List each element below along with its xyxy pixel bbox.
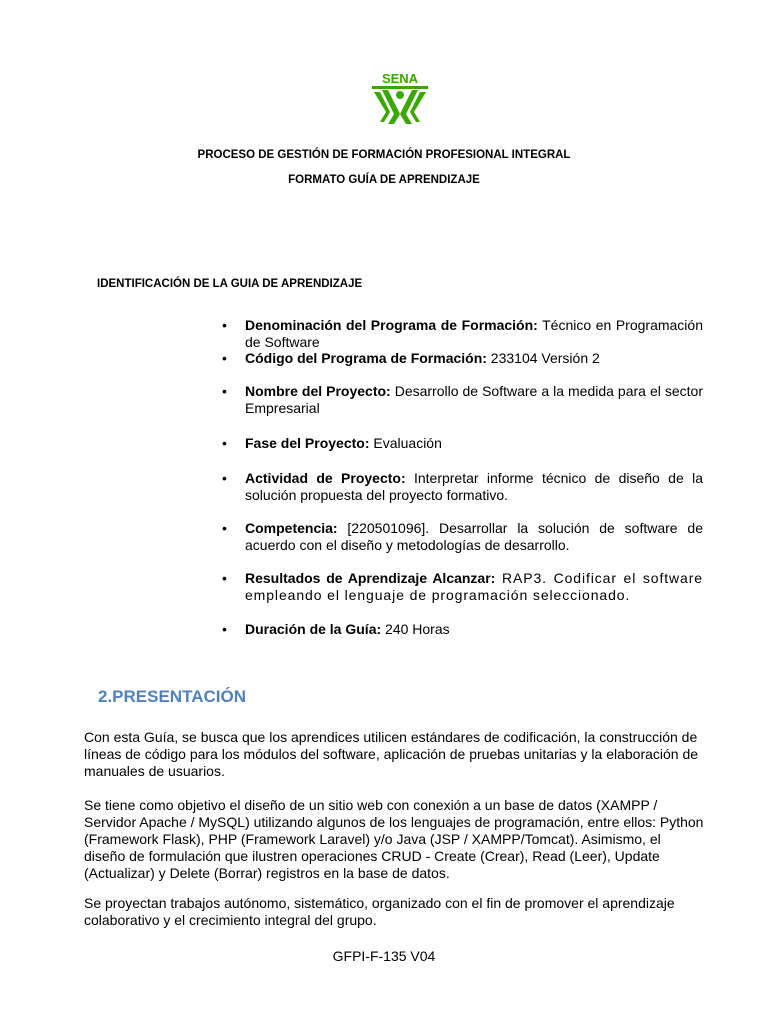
presentation-paragraph-3: Se proyectan trabajos autónomo, sistemático, organizado con el fin de promover el aprendizaje colaborativo y el crecimiento integral del grupo.	[84, 895, 675, 928]
item-value: Técnico en Programación de Software	[245, 317, 703, 350]
document-process-title: PROCESO DE GESTIÓN DE FORMACIÓN PROFESIONAL INTEGRAL	[197, 149, 571, 161]
document-format-title: FORMATO GUÍA DE APRENDIZAJE	[288, 174, 480, 186]
item-label: Código del Programa de Formación:	[245, 350, 487, 366]
item-label: Competencia:	[245, 520, 338, 536]
item-value: Evaluación	[369, 435, 442, 451]
list-item	[245, 435, 703, 452]
document-code-footer: GFPI-F-135 V04	[332, 948, 436, 964]
sena-logo-icon	[368, 70, 432, 126]
list-item	[245, 317, 703, 351]
list-item	[245, 383, 703, 417]
identification-heading: IDENTIFICACIÓN DE LA GUIA DE APRENDIZAJE	[97, 278, 363, 290]
item-label: Resultados de Aprendizaje Alcanzar:	[245, 570, 496, 586]
item-label: Duración de la Guía:	[245, 621, 382, 637]
item-value: Desarrollo de Software a la medida para el sector Empresarial	[245, 383, 703, 416]
item-label: Fase del Proyecto:	[245, 435, 370, 451]
item-label: Denominación del Programa de Formación:	[245, 317, 538, 333]
svg-text:SENA: SENA	[381, 71, 419, 86]
presentation-paragraph-1: Con esta Guía, se busca que los aprendices utilicen estándares de codificación, la construcción de líneas de código para los módulos del software, aplicación de pruebas unitarias y la elaboración de manuales de usuarios.	[84, 729, 699, 779]
list-item	[245, 520, 703, 554]
item-value: 233104 Versión 2	[486, 350, 600, 366]
presentation-paragraph-2: Se tiene como objetivo el diseño de un sitio web con conexión a un base de datos (XAMPP / Servidor Apache / MySQL) utilizando algunos de los lenguajes de programación, entre ellos: Python (Framework Flask), PHP (Framework Laravel) y/o Java (JSP / XAMPP/Tomcat). Asimismo, el diseño de formulación que ilustren operaciones CRUD - Create (Crear), Read (Leer), Update (Actualizar) y Delete (Borrar) registros en la base de datos.	[84, 797, 704, 881]
list-item	[245, 570, 703, 604]
item-value: Interpretar informe técnico de diseño de la solución propuesta del proyecto formativo.	[245, 470, 703, 503]
presentation-heading: 2.PRESENTACIÓN	[98, 687, 246, 706]
item-label: Nombre del Proyecto:	[245, 383, 391, 399]
list-item	[245, 350, 703, 367]
list-item	[245, 470, 703, 504]
item-value: [220501096]. Desarrollar la solución de software de acuerdo con el diseño y metodologías de desarrollo.	[245, 520, 703, 553]
item-value: RAP3. Codificar el software empleando el lenguaje de programación seleccionado.	[245, 570, 703, 603]
item-value: 240 Horas	[381, 621, 450, 637]
item-label: Actividad de Proyecto:	[245, 470, 406, 486]
list-item	[245, 621, 703, 638]
